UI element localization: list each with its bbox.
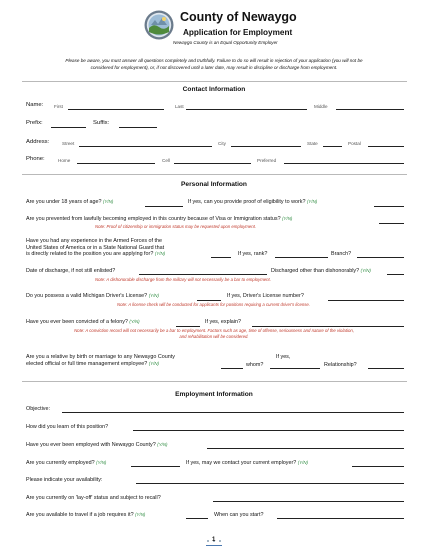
relative-if-yes-label: If yes, (276, 354, 291, 360)
cell-phone-field[interactable] (174, 163, 251, 164)
city-field[interactable] (231, 146, 301, 147)
rank-label: If yes, rank? (238, 251, 268, 257)
layoff-field[interactable] (213, 501, 404, 502)
state-field[interactable] (323, 146, 342, 147)
form-subtitle: Application for Employment (183, 28, 293, 37)
suffix-label: Suffix: (93, 120, 110, 126)
address-label: Address: (26, 139, 50, 145)
objective-field[interactable] (62, 412, 404, 413)
armed-forces-question: Have you had any experience in the Armed Forces of the United States of America or in a State National Guard that is directly related to the position you are applying for? (Y/N) (26, 238, 166, 257)
discharge-date-label: Date of discharge, if not still enlisted? (26, 268, 116, 274)
currently-employed-question: Are you currently employed? (Y/N) (26, 460, 107, 466)
home-phone-caption: Home (58, 158, 71, 163)
availability-label: Please indicate your availability: (26, 477, 103, 483)
objective-label: Objective: (26, 406, 50, 412)
postal-caption: Postal (348, 141, 361, 146)
branch-label: Branch? (331, 251, 352, 257)
license-number-field[interactable] (328, 300, 404, 301)
dishonorable-question: Discharged other than dishonorably? (Y/N) (271, 268, 371, 274)
page-title: County of Newaygo (180, 10, 297, 24)
relative-question: Are you a relative by birth or marriage to any Newaygo County elected official or full time management employee? (Y/N) (26, 354, 175, 367)
cell-phone-caption: Cell (162, 158, 170, 163)
license-note: Note: A license check will be conducted for applicants for positions requiring a current driver's license. (117, 302, 311, 307)
travel-field[interactable] (186, 518, 208, 519)
employed-before-field[interactable] (207, 448, 404, 449)
city-caption: City (218, 141, 226, 146)
dishonorable-field[interactable] (387, 274, 404, 275)
relationship-field[interactable] (368, 368, 404, 369)
county-seal-logo (144, 10, 174, 40)
felony-explain-field[interactable] (252, 326, 404, 327)
street-field[interactable] (79, 146, 212, 147)
phone-label: Phone: (26, 156, 45, 162)
discharge-date-field[interactable] (139, 274, 267, 275)
currently-employed-field[interactable] (131, 466, 180, 467)
availability-field[interactable] (136, 483, 404, 484)
layoff-question: Are you currently on 'lay-off' status and subject to recall? (26, 495, 161, 501)
preferred-phone-caption: Preferred (257, 158, 277, 163)
prefix-field[interactable] (51, 127, 86, 128)
eligibility-proof-question: If yes, can you provide proof of eligibility to work? (Y/N) (188, 199, 318, 205)
visa-question: Are you prevented from lawfully becoming employed in this country because of Visa or Immigration status? (Y/N) (26, 216, 293, 222)
relative-whom-label: whom? (246, 362, 264, 368)
middle-name-field[interactable] (336, 109, 404, 110)
armed-forces-field[interactable] (211, 257, 231, 258)
rank-field[interactable] (275, 257, 328, 258)
felony-note: Note: A conviction record will not necessarily be a bar to employment. Factors such as age, time of offense, seriousness and nature of the violation, and rehabilitation will be considered. (74, 328, 354, 339)
employment-heading: Employment Information (175, 391, 253, 398)
first-name-field[interactable] (68, 109, 164, 110)
name-label: Name: (26, 102, 44, 108)
license-question: Do you possess a valid Michigan Driver's License? (Y/N) (26, 293, 159, 299)
visa-note: Note: Proof of citizenship or immigration status may be requested upon employment. (95, 224, 256, 229)
preferred-phone-field[interactable] (284, 163, 404, 164)
relative-whom-field[interactable] (270, 368, 320, 369)
start-date-field[interactable] (277, 518, 404, 519)
travel-question: Are you available to travel if a job requires it? (Y/N) (26, 512, 146, 518)
felony-question: Have you ever been convicted of a felony? (Y/N) (26, 319, 140, 325)
state-caption: State (307, 141, 318, 146)
license-number-label: If yes, Driver's License number? (227, 293, 304, 299)
relationship-label: Relationship? (324, 362, 357, 368)
learn-of-position-field[interactable] (133, 430, 404, 431)
contact-employer-field[interactable] (352, 466, 404, 467)
eligibility-proof-field[interactable] (374, 206, 404, 207)
contact-heading: Contact Information (182, 86, 246, 93)
discharge-note: Note: A dishonorable discharge from the military will not necessarily be a bar to employment. (95, 277, 271, 282)
relative-field[interactable] (221, 368, 243, 369)
truthfulness-notice: Please be aware, you must answer all questions completely and truthfully. Failure to do so will result in rejection of your application (you will not be considered for employment), or, if not discovered until a later date, may result in discipline or discharge from employment. (65, 58, 363, 70)
employed-before-question: Have you ever been employed with Newaygo County? (Y/N) (26, 442, 168, 448)
under-18-question: Are you under 18 years of age? (Y/N) (26, 199, 114, 205)
felony-field[interactable] (176, 326, 200, 327)
first-name-caption: First (54, 104, 63, 109)
last-name-field[interactable] (186, 109, 307, 110)
last-name-caption: Last (175, 104, 184, 109)
postal-field[interactable] (368, 146, 404, 147)
page-number: 1 (212, 537, 216, 543)
middle-name-caption: Middle (314, 104, 328, 109)
suffix-field[interactable] (119, 127, 157, 128)
visa-field[interactable] (379, 223, 404, 224)
contact-employer-question: If yes, may we contact your current employer? (Y/N) (186, 460, 309, 466)
under-18-field[interactable] (145, 206, 183, 207)
street-caption: Street (62, 141, 75, 146)
prefix-label: Prefix: (26, 120, 43, 126)
learn-of-position-label: How did you learn of this position? (26, 424, 109, 430)
license-field[interactable] (197, 300, 221, 301)
home-phone-field[interactable] (77, 163, 155, 164)
equal-opportunity-tagline: Newaygo County is an Equal Opportunity Employer (173, 40, 278, 45)
start-date-label: When can you start? (214, 512, 264, 518)
personal-heading: Personal Information (181, 181, 247, 188)
felony-explain-label: If yes, explain? (205, 319, 241, 325)
branch-field[interactable] (357, 257, 404, 258)
